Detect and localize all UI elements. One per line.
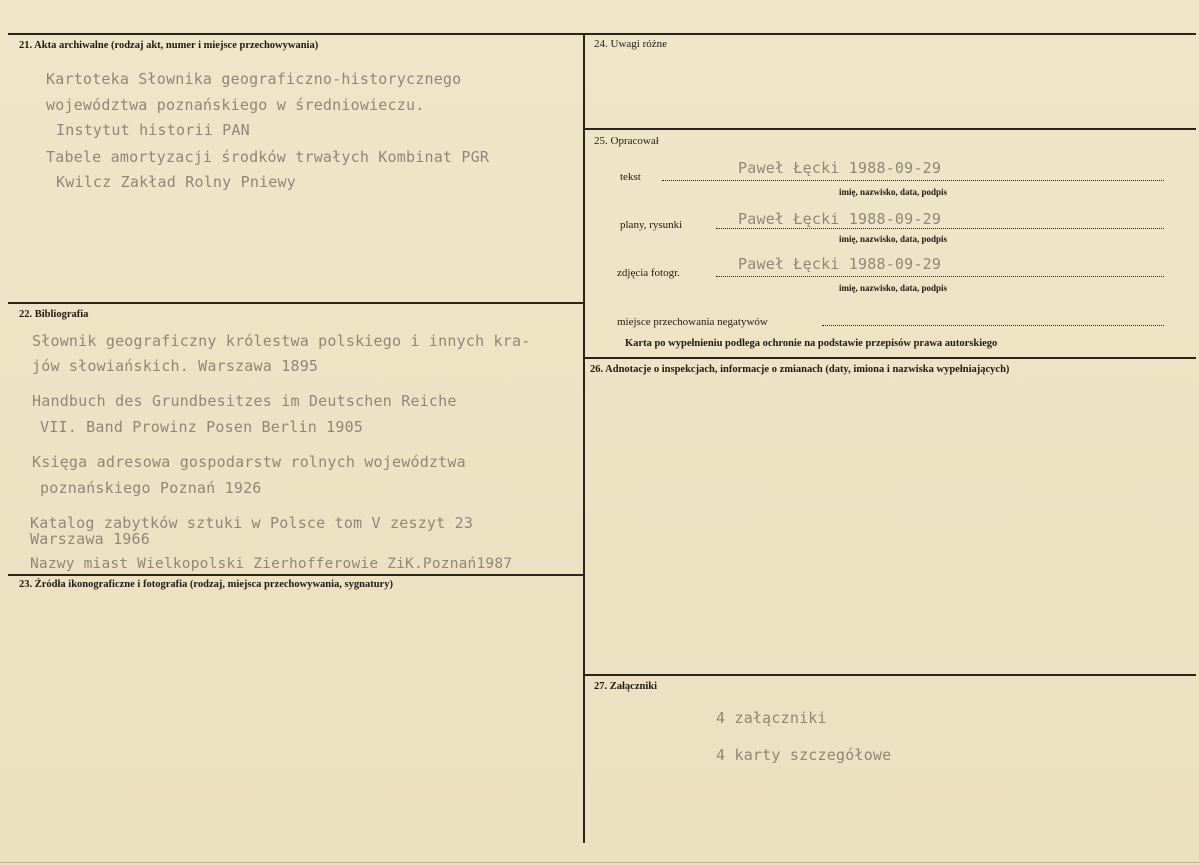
section-23-label: 23. Źródła ikonograficzne i fotografia (rodzaj, miejsca przechowywania, sygnatury) bbox=[19, 579, 393, 590]
section-25-label: 25. Opracował bbox=[594, 135, 659, 147]
tekst-caption: imię, nazwisko, data, podpis bbox=[839, 187, 948, 197]
s22-line-8: Warszawa 1966 bbox=[30, 530, 150, 548]
s22-line-1: Słownik geograficzny królestwa polskiego i innych kra- bbox=[32, 332, 531, 350]
plany-label: plany, rysunki bbox=[620, 219, 683, 231]
zdjecia-line bbox=[716, 276, 1164, 277]
plany-caption: imię, nazwisko, data, podpis bbox=[839, 234, 948, 244]
plany-line bbox=[716, 228, 1164, 229]
s21-line-2: województwa poznańskiego w średniowieczu. bbox=[46, 96, 425, 114]
copyright-notice: Karta po wypełnieniu podlega ochronie na podstawie przepisów prawa autorskiego bbox=[625, 338, 998, 349]
negatives-line bbox=[822, 325, 1164, 326]
zdjecia-caption: imię, nazwisko, data, podpis bbox=[839, 283, 948, 293]
zdjecia-value: Paweł Łęcki 1988-09-29 bbox=[738, 255, 942, 273]
center-divider bbox=[583, 33, 585, 843]
s21-line-1: Kartoteka Słownika geograficzno-historycznego bbox=[46, 70, 462, 88]
section-22-label: 22. Bibliografia bbox=[19, 309, 89, 320]
s22-line-7: Katalog zabytków sztuki w Polsce tom V zeszyt 23 bbox=[30, 514, 474, 532]
s22-line-6: poznańskiego Poznań 1926 bbox=[40, 479, 262, 497]
attachments-line-2: 4 karty szczegółowe bbox=[716, 746, 892, 764]
divider-22-23 bbox=[8, 574, 584, 576]
top-border bbox=[8, 33, 1196, 35]
section-21-label: 21. Akta archiwalne (rodzaj akt, numer i miejsce przechowywania) bbox=[19, 40, 319, 51]
divider-21-22 bbox=[8, 302, 584, 304]
s21-line-3: Instytut historii PAN bbox=[56, 121, 250, 139]
s22-line-4: VII. Band Prowinz Posen Berlin 1905 bbox=[40, 418, 364, 436]
section-27-label: 27. Załączniki bbox=[594, 681, 658, 692]
attachments-line-1: 4 załączniki bbox=[716, 709, 827, 727]
s22-line-5: Księga adresowa gospodarstw rolnych województwa bbox=[32, 453, 466, 471]
s22-line-2: jów słowiańskich. Warszawa 1895 bbox=[32, 357, 319, 375]
plany-value: Paweł Łęcki 1988-09-29 bbox=[738, 210, 942, 228]
divider-26-27 bbox=[584, 674, 1196, 676]
s22-line-9: Nazwy miast Wielkopolski Zierhofferowie ZiK.Poznań1987 bbox=[30, 556, 513, 572]
s22-line-3: Handbuch des Grundbesitzes im Deutschen Reiche bbox=[32, 392, 457, 410]
s21-line-5: Kwilcz Zakład Rolny Pniewy bbox=[56, 173, 296, 191]
section-26-label: 26. Adnotacje o inspekcjach, informacje o zmianach (daty, imiona i nazwiska wypełniających) bbox=[590, 364, 1010, 375]
bottom-edge bbox=[0, 862, 1199, 863]
s21-line-4: Tabele amortyzacji środków trwałych Kombinat PGR bbox=[46, 148, 490, 166]
tekst-value: Paweł Łęcki 1988-09-29 bbox=[738, 159, 942, 177]
divider-24-25 bbox=[584, 128, 1196, 130]
negatives-label: miejsce przechowania negatywów bbox=[617, 316, 768, 328]
divider-25-26 bbox=[584, 357, 1196, 359]
tekst-label: tekst bbox=[620, 171, 641, 183]
zdjecia-label: zdjęcia fotogr. bbox=[617, 267, 680, 279]
section-24-label: 24. Uwagi różne bbox=[594, 38, 668, 50]
tekst-line bbox=[662, 180, 1164, 181]
